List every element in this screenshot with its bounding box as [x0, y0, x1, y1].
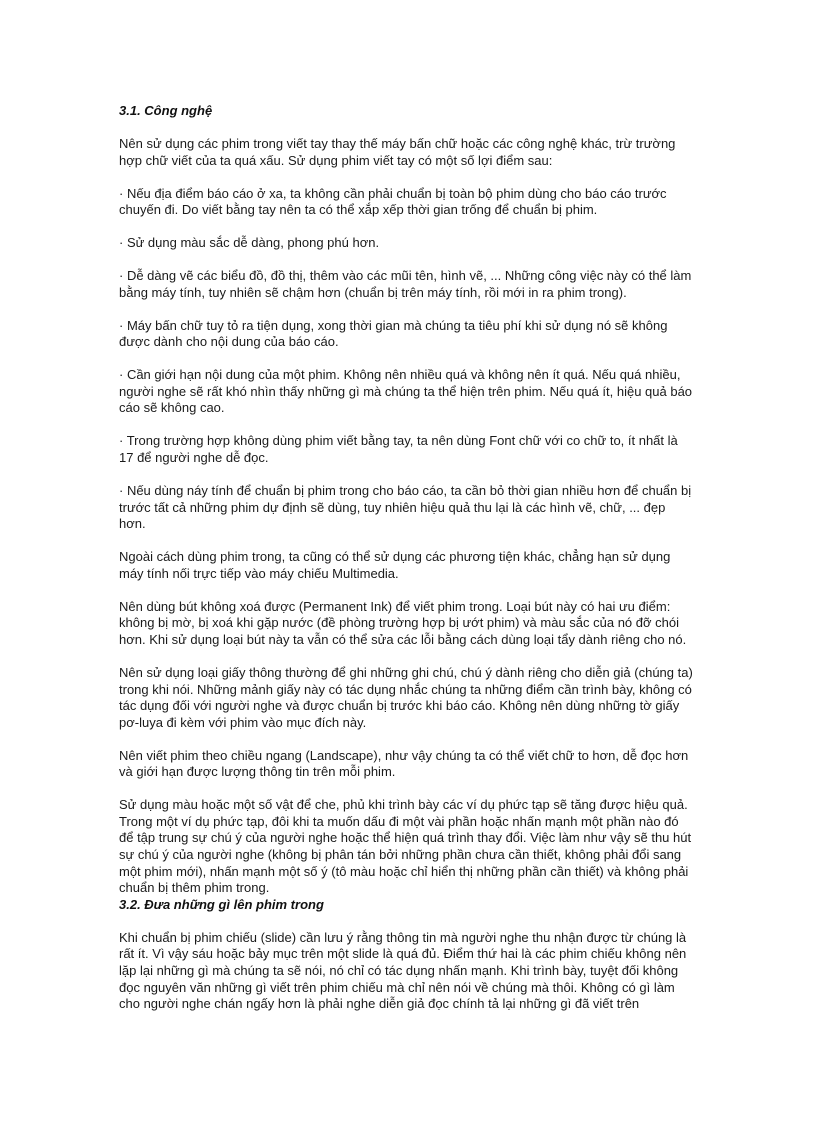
paragraph: Khi chuẩn bị phim chiếu (slide) cần lưu ý rằng thông tin mà người nghe thu nhận được từ chúng là rất ít. Vì vậy sáu hoặc bảy mục trên một slide là quá đủ. Điểm thứ hai là các phim chiếu không nên lặp lại những gì mà chúng ta sẽ nói, nó chỉ có tác dụng nhấn mạnh. Khi trình bày, tuyệt đối không đọc nguyên văn những gì viết trên phim chiếu mà chỉ nên nói về chúng mà thôi. Không có gì làm cho người nghe chán ngấy hơn là phải nghe diễn giả đọc chính tả lại những gì đã viết trên: [119, 929, 687, 1012]
paragraph: Sử dụng màu hoặc một số vật để che, phủ khi trình bày các ví dụ phức tạp sẽ tăng được hiệu quả. Trong một ví dụ phức tạp, đôi khi ta muốn dấu đi một vài phần hoặc nhấn mạnh một phần nào đó để tập trung sự chú ý của người nghe hoặc thể hiện quá trình thay đổi. Việc làm như vậy sẽ thu hút sự chú ý của người nghe (không bị phân tán bởi những phần chưa cần thiết, không phải đổi sang một phim mới), nhấn mạnh một số ý (tô màu hoặc chỉ hiển thị những phần cần thiết) và không phải chuẩn bị thêm phim trong.: [119, 797, 692, 896]
bullet-paragraph: · Nếu dùng náy tính để chuẩn bị phim trong cho báo cáo, ta cần bỏ thời gian nhiều hơn để chuẩn bị trước tất cả những phim dự định sẽ dùng, tuy nhiên hiệu quả thu lại là các hình vẽ, chữ, ... đẹp hơn.: [119, 483, 692, 532]
bullet-paragraph: · Trong trường hợp không dùng phim viết bằng tay, ta nên dùng Font chữ với co chữ to, ít nhất là 17 để người nghe dễ đọc.: [119, 433, 678, 466]
section-heading-technology: 3.1. Công nghệ: [119, 103, 213, 118]
paragraph: Nên dùng bút không xoá được (Permanent Ink) để viết phim trong. Loại bút này có hai ưu điểm: không bị mờ, bị xoá khi gặp nước (đề phòng trường hợp bị ướt phim) và màu sắc của nó đỡ chói hơn. Khi sử dụng loại bút này ta vẫn có thể sửa các lỗi bằng cách dùng loại tẩy dành riêng cho nó.: [119, 598, 687, 647]
paragraph: Ngoài cách dùng phim trong, ta cũng có thể sử dụng các phương tiện khác, chẳng hạn sử dụng máy tính nối trực tiếp vào máy chiếu Multimedia.: [119, 549, 671, 581]
bullet-paragraph: · Máy bấn chữ tuy tỏ ra tiện dụng, xong thời gian mà chúng ta tiêu phí khi sử dụng nó sẽ không được dành cho nội dung của báo cáo.: [119, 317, 668, 350]
paragraph: Nên sử dụng loại giấy thông thường để ghi những ghi chú, chú ý dành riêng cho diễn giả (chúng ta) trong khi nói. Những mảnh giấy này có tác dụng nhắc chúng ta những điểm cần trình bày, không có tác dụng đối với người nghe và được chuẩn bị trước khi báo cáo. Không nên dùng những tờ giấy pơ-luya đi kèm với phim vào mục đích này.: [119, 664, 693, 730]
paragraph: Nên viết phim theo chiều ngang (Landscape), như vậy chúng ta có thể viết chữ to hơn, dễ đọc hơn và giới hạn được lượng thông tin trên mỗi phim.: [119, 747, 689, 780]
document-body: [119, 103, 695, 1029]
bullet-paragraph: · Dễ dàng vẽ các biểu đồ, đồ thị, thêm vào các mũi tên, hình vẽ, ... Những công việc này có thể làm bằng máy tính, tuy nhiên sẽ chậm hơn (chuẩn bị trên máy tính, rồi mới in ra phim trong).: [119, 268, 692, 300]
bullet-paragraph: · Cần giới hạn nội dung của một phim. Không nên nhiều quá và không nên ít quá. Nếu quá nhiều, người nghe sẽ rất khó nhìn thấy những gì mà chúng ta thể hiện trên phim. Nếu quá ít, hiệu quả báo cáo sẽ không cao.: [119, 367, 693, 416]
paragraph: Nên sử dụng các phim trong viết tay thay thế máy bấn chữ hoặc các công nghệ khác, trừ trường hợp chữ viết của ta quá xấu. Sử dụng phim viết tay có một số lợi điểm sau:: [119, 135, 676, 168]
bullet-paragraph: · Sử dụng màu sắc dễ dàng, phong phú hơn.: [119, 235, 380, 251]
bullet-paragraph: · Nếu địa điểm báo cáo ở xa, ta không cần phải chuẩn bị toàn bộ phim dùng cho báo cáo trước chuyến đi. Do viết bằng tay nên ta có thể xắp xếp thời gian trống để chuẩn bị phim.: [119, 185, 667, 218]
section-heading-slide-content: 3.2. Đưa những gì lên phim trong: [119, 896, 324, 912]
